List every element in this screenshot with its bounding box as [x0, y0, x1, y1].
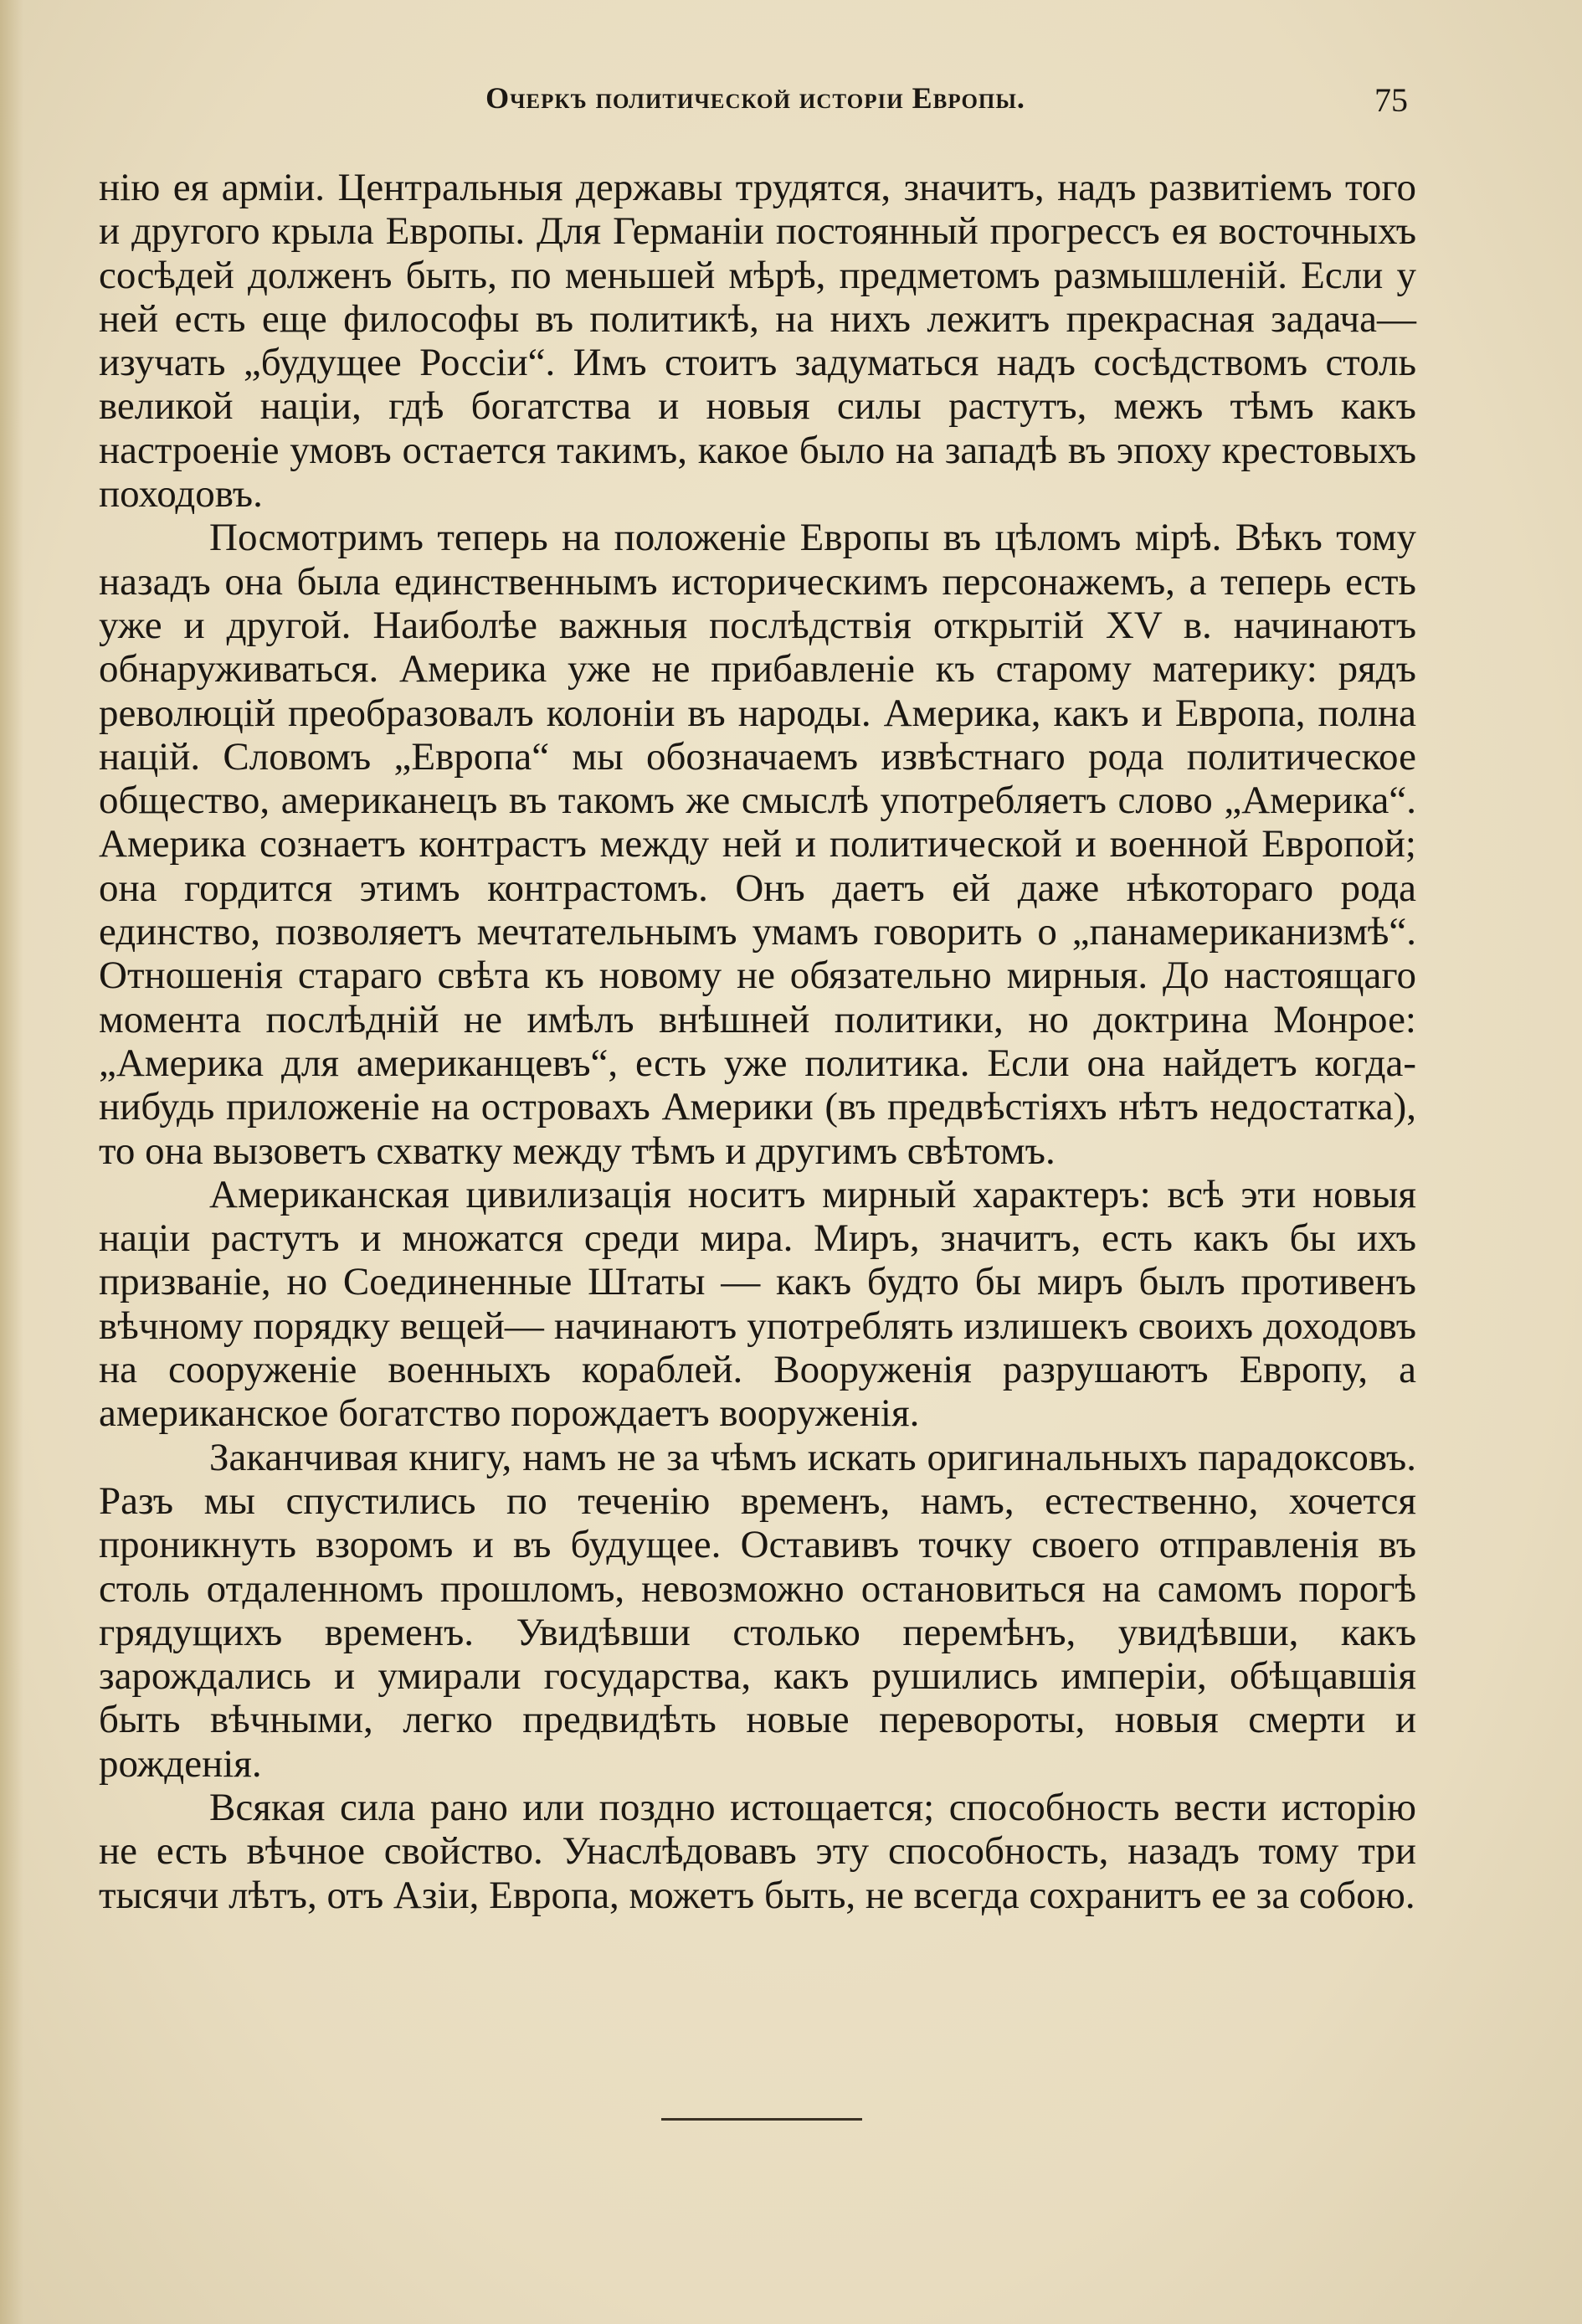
paragraph-2: Посмотримъ теперь на положеніе Европы въ цѣломъ мірѣ. Вѣкъ тому назадъ она была единственнымъ историческимъ персонажемъ, а теперь есть уже и другой. Наиболѣе важныя послѣдствія открытій XV в. начинаютъ обнаруживаться. Америка уже не прибавленіе къ старому материку: рядъ революцій преобразовалъ колоніи въ народы. Америка, какъ и Европа, полна націй. Словомъ „Европа“ мы обозначаемъ извѣстнаго рода политическое общество, американецъ въ такомъ же смыслѣ употребляетъ слово „Америка“. Америка сознаетъ контрастъ между ней и политической и военной Европой; она гордится этимъ контрастомъ. Онъ даетъ ей даже нѣкотораго рода единство, позволяетъ мечтательнымъ умамъ говорить о „панамериканизмѣ“. Отношенія стараго свѣта къ новому не обязательно мирныя. До настоящаго момента послѣдній не имѣлъ внѣшней политики, но доктрина Монрое: „Америка для американцевъ“, есть уже политика. Если она найдетъ когда-нибудь приложеніе на островахъ Америки (въ предвѣстіяхъ нѣтъ недостатка), то она вызоветъ схватку между тѣмъ и другимъ свѣтомъ.: [99, 516, 1416, 1173]
running-head: [96, 80, 1415, 131]
paragraph-3: Американская цивилизація носитъ мирный характеръ: всѣ эти новыя націи растутъ и множатся среди мира. Миръ, значитъ, есть какъ бы ихъ призваніе, но Соединенные Штаты — какъ будто бы миръ былъ противенъ вѣчному порядку вещей— начинаютъ употреблять излишекъ своихъ доходовъ на сооруженіе военныхъ кораблей. Вооруженія разрушаютъ Европу, а американское богатство порождаетъ вооруженія.: [99, 1172, 1416, 1436]
paragraph-5: Всякая сила рано или поздно истощается; способность вести исторію не есть вѣчное свойство. Унаслѣдовавъ эту способность, назадъ тому три тысячи лѣтъ, отъ Азіи, Европа, можетъ быть, не всегда сохранитъ ее за собою.: [99, 1785, 1416, 1917]
body-text: [99, 166, 1416, 1917]
paragraph-1: нію ея арміи. Центральныя державы трудятся, значитъ, надъ развитіемъ того и другого крыла Европы. Для Германіи постоянный прогрессъ ея восточныхъ сосѣдей долженъ быть, по меньшей мѣрѣ, предметомъ размышленій. Если у ней есть еще философы въ политикѣ, на нихъ лежитъ прекрасная задача—изучать „будущее Россіи“. Имъ стоитъ задуматься надъ сосѣдствомъ столь великой націи, гдѣ богатства и новыя силы растутъ, межъ тѣмъ какъ настроеніе умовъ остается такимъ, какое было на западѣ въ эпоху крестовыхъ походовъ.: [99, 166, 1416, 517]
running-head-title: Очеркъ политической исторіи Европы.: [485, 81, 1025, 115]
end-divider-rule: [661, 2118, 862, 2121]
paragraph-4: Заканчивая книгу, намъ не за чѣмъ искать оригинальныхъ парадоксовъ. Разъ мы спустились по теченію временъ, намъ, естественно, хочется проникнуть взоромъ и въ будущее. Оставивъ точку своего отправленія въ столь отдаленномъ прошломъ, невозможно остановиться на самомъ порогѣ грядущихъ временъ. Увидѣвши столько перемѣнъ, увидѣвши, какъ зарождались и умирали государства, какъ рушились имперіи, обѣщавшія быть вѣчными, легко предвидѣть новые перевороты, новыя смерти и рожденія.: [99, 1435, 1416, 1786]
page-number: 75: [1374, 81, 1408, 119]
page-edge-shadow: [0, 0, 23, 2324]
